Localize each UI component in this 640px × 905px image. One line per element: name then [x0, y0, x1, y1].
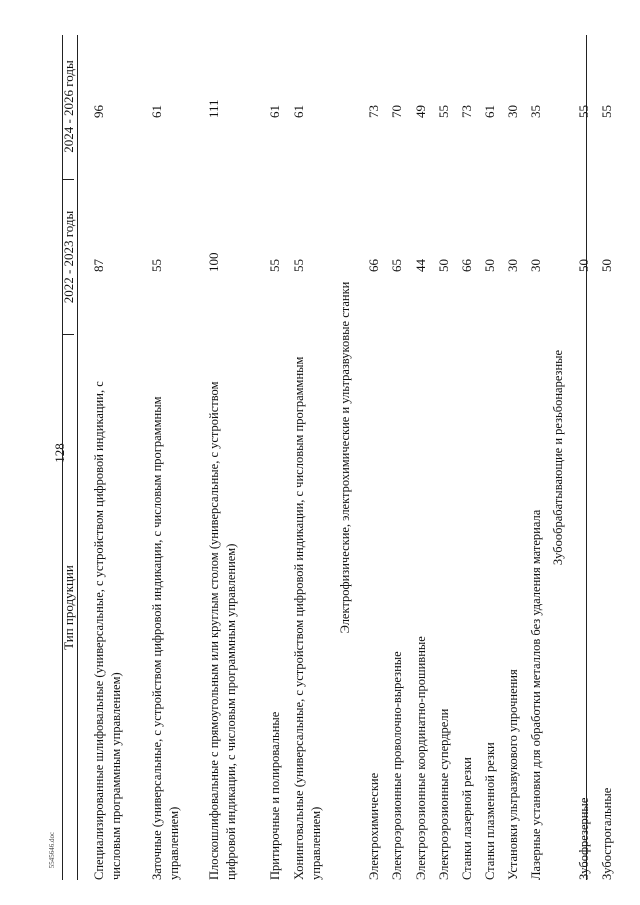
value-2024-2026: 96: [91, 105, 106, 118]
value-2024-2026: 55: [576, 105, 591, 118]
value-2022-2023: 50: [599, 259, 614, 272]
value-2022-2023: 55: [291, 259, 306, 272]
product-name: Зубострогальные: [600, 787, 614, 880]
value-2022-2023: 30: [505, 259, 520, 272]
header-period-2024-2026: 2024 - 2026 годы: [61, 60, 76, 153]
value-2024-2026: 61: [482, 105, 497, 118]
header-product-type: Тип продукции: [61, 565, 76, 650]
value-2024-2026: 61: [291, 105, 306, 118]
value-2022-2023: 87: [91, 259, 106, 272]
value-2022-2023: 50: [436, 259, 451, 272]
value-2022-2023: 55: [267, 259, 282, 272]
product-name: Лазерные установки для обработки металлов без удаления материала: [529, 509, 543, 880]
page-number: 128: [52, 443, 67, 463]
document-code: 5545646.doc: [48, 831, 56, 869]
value-2024-2026: 111: [206, 99, 221, 118]
value-2022-2023: 66: [459, 259, 474, 272]
product-name: Плоскошлифовальные с прямоугольным или круглым столом (универсальные, с устройством цифровой индикации, с числовым программным управлением): [207, 381, 238, 880]
value-2024-2026: 30: [505, 105, 520, 118]
product-name: Специализированные шлифовальные (универсальные, с устройством цифровой индикации, с числовым программным управлением): [92, 381, 123, 880]
value-2024-2026: 73: [366, 105, 381, 118]
product-name: Хонинговальные (универсальные, с устройством цифровой индикации, с числовым программным управлением): [292, 356, 323, 880]
value-2024-2026: 70: [389, 105, 404, 118]
product-name: Заточные (универсальные, с устройством цифровой индикации, с числовым программным управлением): [150, 396, 181, 880]
value-2022-2023: 50: [576, 259, 591, 272]
section-title: Зубообрабатывающие и резьбонарезные: [551, 349, 565, 566]
value-2024-2026: 55: [436, 105, 451, 118]
value-2022-2023: 55: [149, 259, 164, 272]
value-2024-2026: 35: [528, 105, 543, 118]
value-2022-2023: 66: [366, 259, 381, 272]
value-2024-2026: 61: [267, 105, 282, 118]
column-divider: [63, 179, 74, 180]
value-2022-2023: 50: [482, 259, 497, 272]
value-2024-2026: 61: [149, 105, 164, 118]
value-2024-2026: 55: [599, 105, 614, 118]
product-name: Установки ультразвукового упрочнения: [506, 669, 520, 880]
product-name: Электрохимические: [367, 772, 381, 880]
value-2022-2023: 30: [528, 259, 543, 272]
product-name: Станки лазерной резки: [460, 757, 474, 880]
rotated-page: [61, 35, 614, 880]
product-name: Станки плазменной резки: [483, 742, 497, 880]
header-period-2022-2023: 2022 - 2023 годы: [61, 210, 76, 304]
production-table: [61, 35, 614, 880]
product-name: Притирочные и полировальные: [268, 711, 282, 880]
product-name: Электроэрозионные координатно-прошивные: [414, 636, 428, 880]
value-2022-2023: 44: [413, 259, 428, 272]
product-name: Электроэрозионные проволочно-вырезные: [390, 651, 404, 880]
product-name: Электроэрозионные супердрели: [437, 708, 451, 880]
table-header: [63, 35, 78, 880]
value-2022-2023: 100: [206, 252, 221, 272]
value-2024-2026: 73: [459, 105, 474, 118]
value-2022-2023: 65: [389, 259, 404, 272]
column-divider: [63, 334, 74, 335]
product-name: Зубофрезерные: [577, 797, 591, 880]
value-2024-2026: 49: [413, 105, 428, 118]
section-title: Электрофизические, электрохимические и ультразвуковые станки: [338, 281, 352, 634]
